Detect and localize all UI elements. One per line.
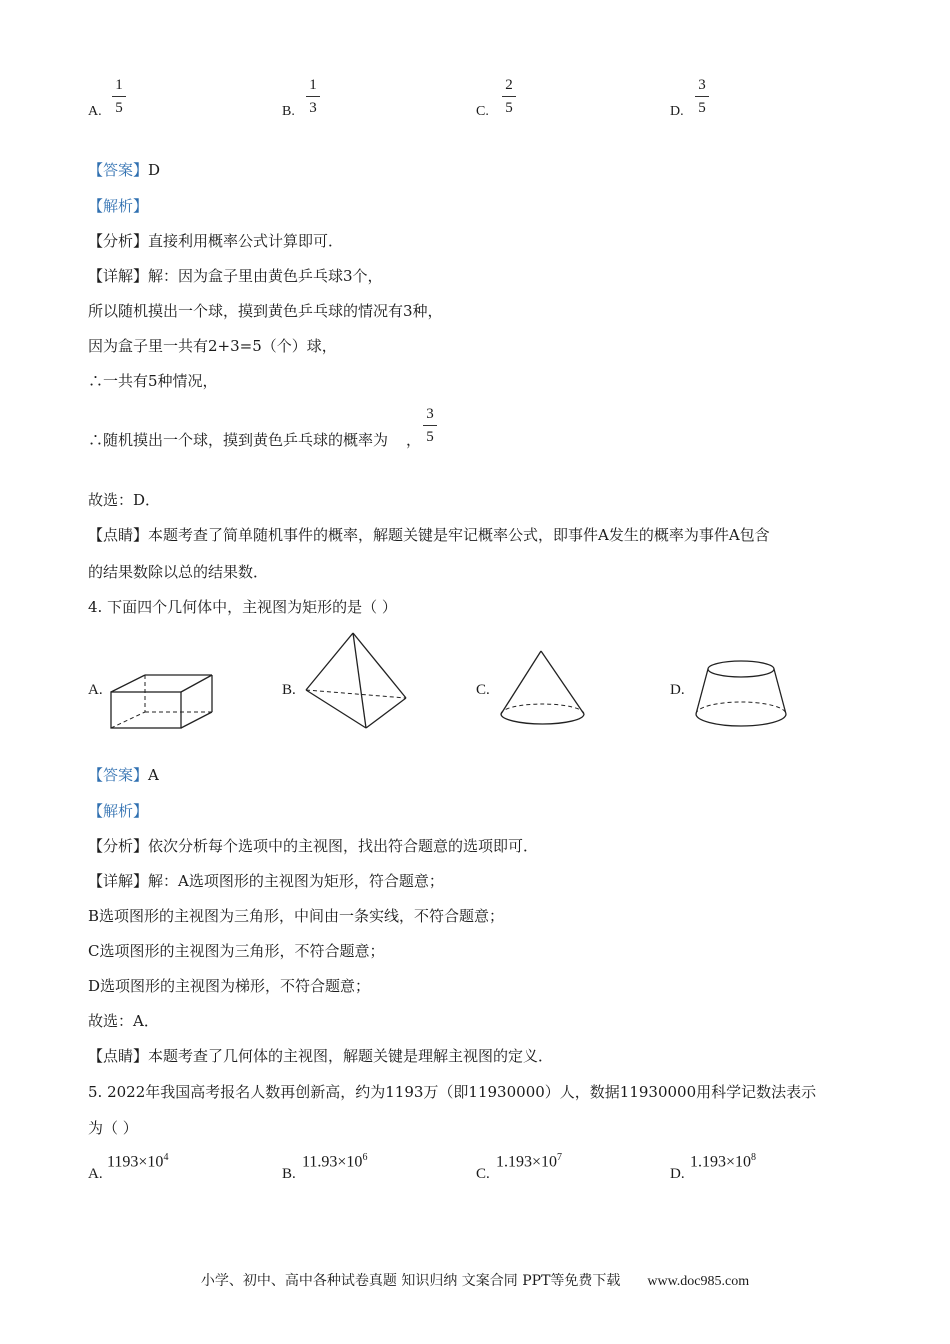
q4-fenxi-line (88, 836, 538, 856)
q4-detail-line (88, 871, 444, 891)
sci-base: 1.193×10 (496, 1153, 558, 1171)
q3-analysis-tag: 【解析】 (88, 197, 149, 215)
probability-text: ∴随机摸出一个球，摸到黄色乒乓球的概率为 (88, 431, 389, 449)
frustum-icon (692, 655, 790, 733)
numerator: 2 (505, 77, 513, 93)
q3-answer-line (88, 160, 160, 180)
denominator: 5 (698, 100, 706, 116)
fenxi-text: 依次分析每个选项中的主视图，找出符合题意的选项即可． (148, 837, 539, 855)
footer-site-link[interactable]: www.doc985.com (647, 1274, 750, 1289)
fraction (502, 76, 516, 117)
answer-value: D (148, 161, 161, 179)
answer-value: A (148, 766, 159, 784)
fenxi-text: 直接利用概率公式计算即可． (148, 232, 344, 250)
answer-tag: 【答案】 (88, 766, 149, 784)
sci-base: 1.193×10 (690, 1153, 752, 1171)
q5-option-a-value (107, 1152, 168, 1171)
comment-tag: 【点睛】 (88, 1047, 149, 1065)
denominator: 5 (115, 100, 123, 116)
comment-text: 本题考查了几何体的主视图，解题关键是理解主视图的定义． (148, 1047, 554, 1065)
q3-detail-line-4: ∴一共有5种情况， (88, 372, 218, 390)
q3-detail-line-2: 所以随机摸出一个球，摸到黄色乒乓球的情况有3种， (88, 302, 443, 320)
detail-text: 解：A选项图形的主视图为矩形，符合题意； (148, 872, 444, 890)
denominator: 5 (426, 429, 434, 445)
q4-stem: 4. 下面四个几何体中，主视图为矩形的是（ ） (88, 598, 397, 616)
q4-detail-line-4: D选项图形的主视图为梯形，不符合题意； (88, 977, 371, 995)
fenxi-tag: 【分析】 (88, 232, 149, 250)
q4-comment-line (88, 1046, 553, 1066)
q5-option-a-letter: A. (88, 1166, 103, 1182)
q5-stem-2: 为（ ） (88, 1119, 138, 1137)
q5-option-c-letter: C. (476, 1166, 490, 1182)
comment-text: 本题考查了简单随机事件的概率，解题关键是牢记概率公式，即事件A发生的概率为事件A包含 (148, 526, 770, 544)
q4-option-c-letter: C. (476, 682, 490, 698)
q3-detail-line (88, 266, 383, 286)
page-footer (0, 1270, 950, 1290)
q3-choose-line: 故选：D． (88, 491, 161, 509)
q4-option-d-letter: D. (670, 682, 685, 698)
q4-choose-line: 故选：A． (88, 1012, 159, 1030)
fraction (695, 76, 709, 117)
sci-exponent: 8 (751, 1152, 757, 1163)
q4-option-a-letter: A. (88, 682, 103, 698)
q4-option-b-letter: B. (282, 682, 296, 698)
option-letter: A. (88, 104, 102, 119)
option-letter: D. (670, 104, 684, 119)
q5-option-c-value (496, 1152, 562, 1171)
q5-option-d-letter: D. (670, 1166, 685, 1182)
cone-icon (498, 648, 588, 728)
detail-tag: 【详解】 (88, 872, 149, 890)
numerator: 1 (309, 77, 317, 93)
detail-tag: 【详解】 (88, 267, 149, 285)
pyramid-icon (302, 630, 410, 732)
numerator: 3 (426, 406, 434, 422)
sci-base: 11.93×10 (302, 1153, 363, 1171)
sci-exponent: 7 (557, 1152, 563, 1163)
answer-tag: 【答案】 (88, 161, 149, 179)
sci-exponent: 4 (163, 1152, 169, 1163)
q3-detail-line-3: 因为盒子里一共有2+3=5（个）球， (88, 337, 337, 355)
footer-text: 小学、初中、高中各种试卷真题 知识归纳 文案合同 PPT等免费下载 (200, 1273, 621, 1289)
option-letter: C. (476, 104, 489, 119)
numerator: 3 (698, 77, 706, 93)
fenxi-tag: 【分析】 (88, 837, 149, 855)
denominator: 3 (309, 100, 317, 116)
fraction (112, 76, 126, 117)
q5-option-b-letter: B. (282, 1166, 296, 1182)
fraction (306, 76, 320, 117)
q4-detail-line-2: B选项图形的主视图为三角形，中间由一条实线，不符合题意； (88, 907, 505, 925)
probability-end: ， (406, 431, 422, 449)
numerator: 1 (115, 77, 123, 93)
q4-analysis-tag: 【解析】 (88, 802, 149, 820)
q3-fenxi-line (88, 231, 343, 251)
cuboid-icon (108, 672, 216, 732)
option-letter: B. (282, 104, 295, 119)
q5-option-d-value (690, 1152, 756, 1171)
q4-answer-line (88, 765, 159, 785)
denominator: 5 (505, 100, 513, 116)
q3-probability-line (88, 430, 421, 450)
detail-text: 解：因为盒子里由黄色乒乓球3个， (148, 267, 383, 285)
q3-comment-line-2: 的结果数除以总的结果数． (88, 563, 269, 581)
q5-option-b-value (302, 1152, 367, 1171)
q4-detail-line-3: C选项图形的主视图为三角形，不符合题意； (88, 942, 385, 960)
probability-fraction (423, 405, 437, 446)
sci-base: 1193×10 (107, 1153, 164, 1171)
sci-exponent: 6 (362, 1152, 368, 1163)
q3-comment-line (88, 525, 770, 545)
comment-tag: 【点睛】 (88, 526, 149, 544)
q5-stem: 5. 2022年我国高考报名人数再创新高，约为1193万（即11930000）人，数据11930000用科学记数法表示 (88, 1083, 817, 1101)
